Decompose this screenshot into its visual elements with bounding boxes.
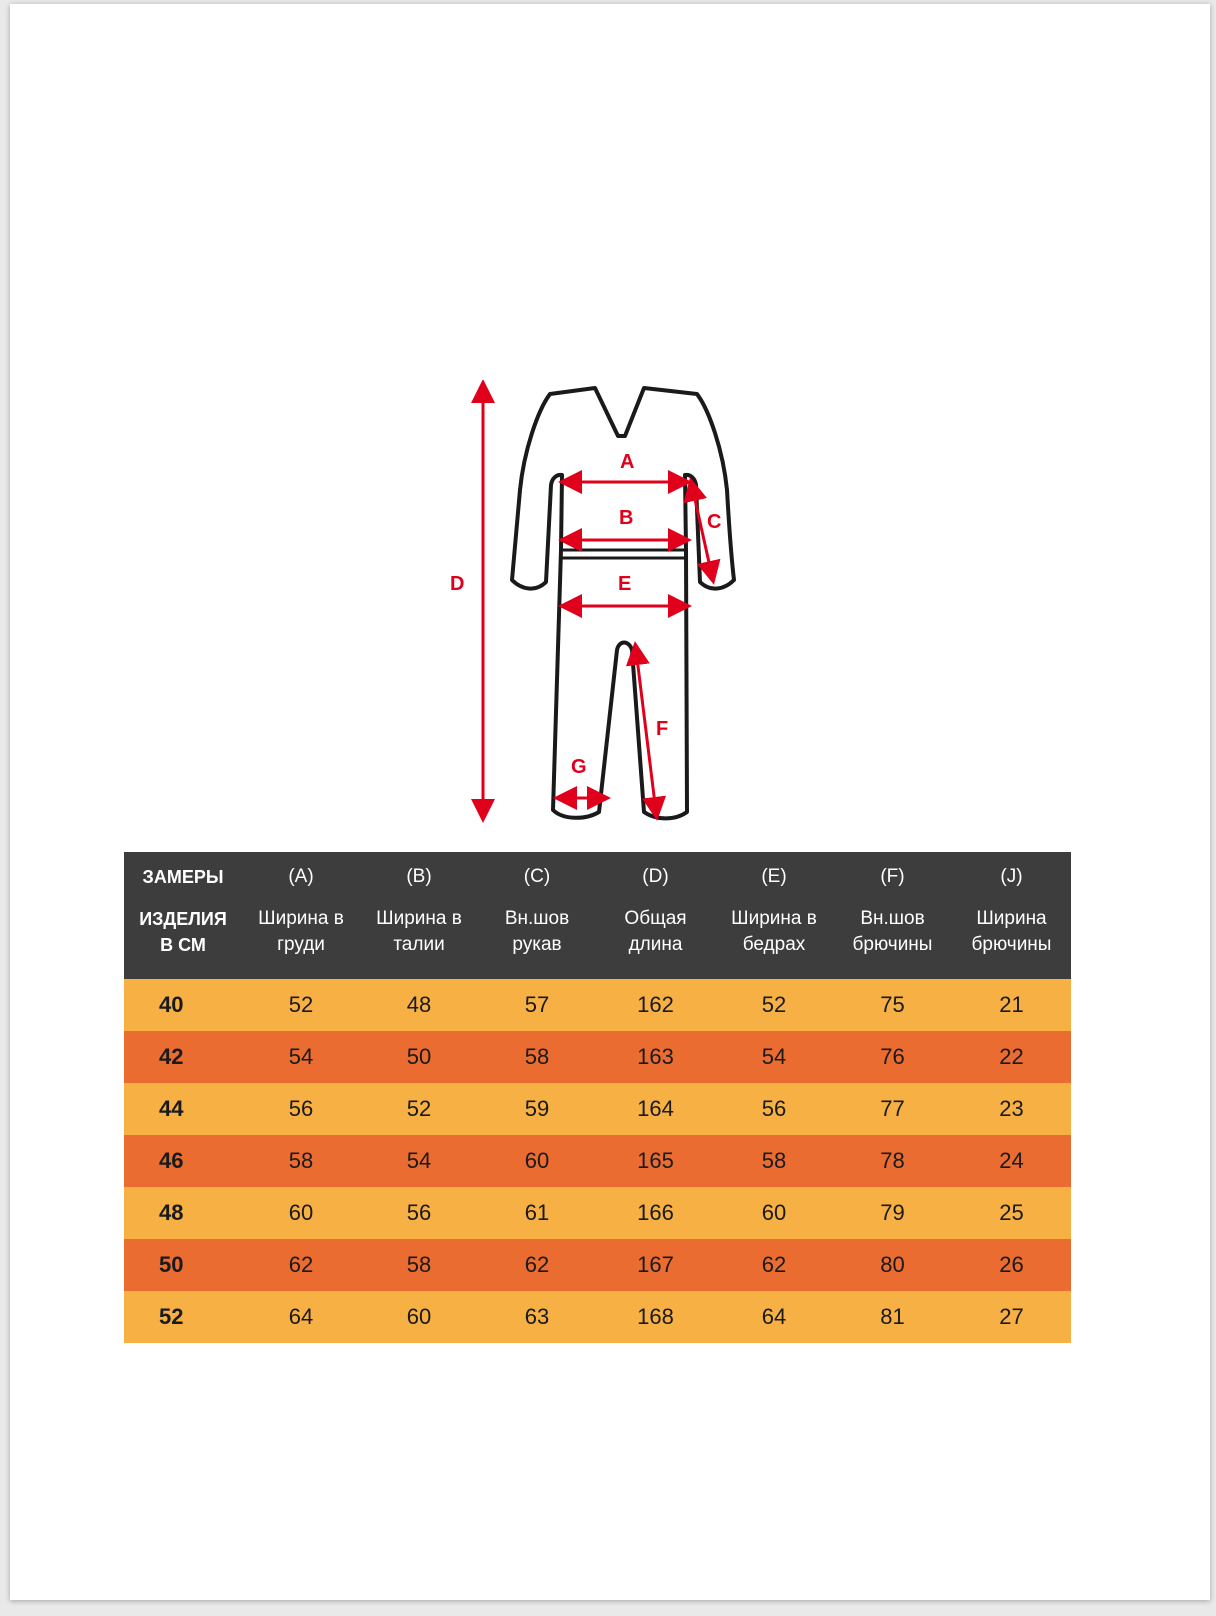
table-cell: 162 <box>596 979 715 1031</box>
table-cell: 168 <box>596 1291 715 1343</box>
size-cell: 42 <box>124 1031 242 1083</box>
table-cell: 54 <box>242 1031 360 1083</box>
header-row-names <box>124 902 1071 979</box>
label-e: E <box>618 573 632 595</box>
header-letter-a: (A) <box>242 852 360 902</box>
size-chart-table <box>124 852 1071 1343</box>
size-cell: 50 <box>124 1239 242 1291</box>
table-cell: 57 <box>478 979 596 1031</box>
header-letter-j: (J) <box>952 852 1071 902</box>
header-measurements: ЗАМЕРЫ <box>124 852 242 902</box>
table-cell: 63 <box>478 1291 596 1343</box>
table-cell: 27 <box>952 1291 1071 1343</box>
measurement-diagram <box>424 380 744 840</box>
table-cell: 62 <box>242 1239 360 1291</box>
table-cell: 56 <box>360 1187 478 1239</box>
table-cell: 22 <box>952 1031 1071 1083</box>
size-chart-body <box>124 979 1071 1343</box>
table-row <box>124 1239 1071 1291</box>
table-cell: 58 <box>360 1239 478 1291</box>
table-cell: 23 <box>952 1083 1071 1135</box>
size-cell: 44 <box>124 1083 242 1135</box>
table-cell: 79 <box>833 1187 952 1239</box>
table-cell: 54 <box>360 1135 478 1187</box>
table-cell: 24 <box>952 1135 1071 1187</box>
table-cell: 62 <box>478 1239 596 1291</box>
table-cell: 52 <box>360 1083 478 1135</box>
header-total-length: Общая длина <box>596 902 715 979</box>
measurement-arrows <box>483 388 712 814</box>
header-letter-e: (E) <box>715 852 833 902</box>
table-cell: 164 <box>596 1083 715 1135</box>
header-letter-b: (B) <box>360 852 478 902</box>
table-cell: 52 <box>242 979 360 1031</box>
table-cell: 58 <box>478 1031 596 1083</box>
table-cell: 58 <box>242 1135 360 1187</box>
table-cell: 81 <box>833 1291 952 1343</box>
header-leg-width: Ширина брючины <box>952 902 1071 979</box>
label-f: F <box>656 718 669 740</box>
table-cell: 54 <box>715 1031 833 1083</box>
header-chest-width: Ширина в груди <box>242 902 360 979</box>
table-cell: 60 <box>360 1291 478 1343</box>
label-a: A <box>620 451 635 473</box>
table-cell: 61 <box>478 1187 596 1239</box>
table-cell: 50 <box>360 1031 478 1083</box>
table-cell: 26 <box>952 1239 1071 1291</box>
table-row <box>124 1291 1071 1343</box>
header-letter-c: (C) <box>478 852 596 902</box>
header-garment-size: ИЗДЕЛИЯ В СМ <box>124 902 242 979</box>
table-cell: 166 <box>596 1187 715 1239</box>
table-cell: 167 <box>596 1239 715 1291</box>
table-cell: 62 <box>715 1239 833 1291</box>
table-cell: 80 <box>833 1239 952 1291</box>
table-cell: 58 <box>715 1135 833 1187</box>
table-row <box>124 1031 1071 1083</box>
table-cell: 21 <box>952 979 1071 1031</box>
jumpsuit-diagram <box>424 380 744 840</box>
label-d: D <box>450 573 465 595</box>
table-cell: 59 <box>478 1083 596 1135</box>
table-cell: 60 <box>478 1135 596 1187</box>
header-letter-f: (F) <box>833 852 952 902</box>
header-hip-width: Ширина в бедрах <box>715 902 833 979</box>
table-cell: 48 <box>360 979 478 1031</box>
table-row <box>124 1135 1071 1187</box>
header-row-letters <box>124 852 1071 902</box>
size-cell: 48 <box>124 1187 242 1239</box>
size-cell: 40 <box>124 979 242 1031</box>
table-cell: 77 <box>833 1083 952 1135</box>
table-row <box>124 979 1071 1031</box>
table-cell: 165 <box>596 1135 715 1187</box>
table-cell: 76 <box>833 1031 952 1083</box>
table-cell: 64 <box>242 1291 360 1343</box>
label-c: C <box>707 511 722 533</box>
table-cell: 25 <box>952 1187 1071 1239</box>
header-sleeve-inseam: Вн.шов рукав <box>478 902 596 979</box>
table-cell: 75 <box>833 979 952 1031</box>
table-cell: 163 <box>596 1031 715 1083</box>
table-cell: 60 <box>242 1187 360 1239</box>
table-cell: 52 <box>715 979 833 1031</box>
size-cell: 46 <box>124 1135 242 1187</box>
page <box>10 4 1210 1600</box>
label-b: B <box>619 507 634 529</box>
header-leg-inseam: Вн.шов брючины <box>833 902 952 979</box>
size-cell: 52 <box>124 1291 242 1343</box>
table-cell: 56 <box>242 1083 360 1135</box>
table-cell: 64 <box>715 1291 833 1343</box>
table-cell: 60 <box>715 1187 833 1239</box>
table-row <box>124 1187 1071 1239</box>
table-cell: 56 <box>715 1083 833 1135</box>
table-row <box>124 1083 1071 1135</box>
header-waist-width: Ширина в талии <box>360 902 478 979</box>
table-cell: 78 <box>833 1135 952 1187</box>
header-letter-d: (D) <box>596 852 715 902</box>
label-g: G <box>571 756 587 778</box>
